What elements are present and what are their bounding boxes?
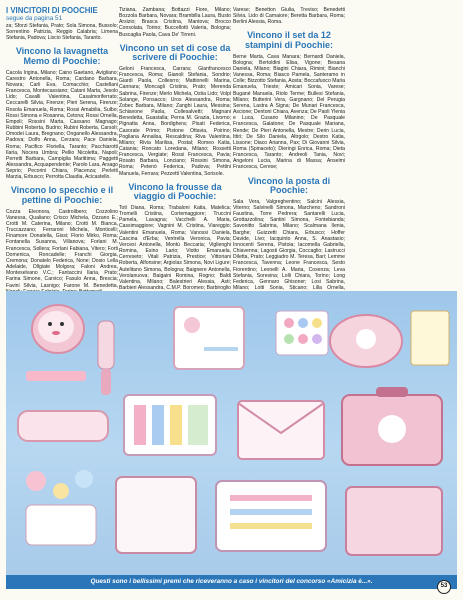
winners-list: Geloni Francesca, Carrara; Gianfrancesco Francesca, Roma; Gianoli Stefania, Sondrio; Giardi Paola, Collesrro; Mattionelli Marina, Cannara; Moncagli Cristina, Prato; Merenda Sabrina, Firenze; Merlo Michela, Ostia Lido; Volpi Solange, Ponsacco; Uros Alessandra, Roma; Zobec Barbara, Milano; Zanghi Laura, Messina; Schiavone Paola, Collesalvetti; Magnani Benedetta, Guastalla; Perna M. Grazia, Livorno; Pignatta Anna, Bordighera; Pisati Federica, Casorate Primo; Pistone Ottavia, Poirino; Pogliana Annalisa, Rescaldina; Riva Valentina, Milano; Rivia Marilisa, Postal; Romeo Katia, Catania; Roncato Loredana, Milano; Rossetti Francesca, Vergiate; Rossi Francesca, Pavia; Rosato Barbara, Lonciano; Rossini Simona, Roma; Petenò Federica, Padova; Pettini Manuela, Ferrara; Pezzetti Valentina, Sorisole. bbox=[119, 65, 231, 177]
prizes-illustration bbox=[6, 291, 457, 575]
winners-list: Toti Diana, Roma; Trabaloni Katia, Matelica; Tromelli Cristina, Cortemaggiore; Truccini Pamela, Lavagna; Vacchelli A. Maria, Cassimaggiore; Vagnini M. Cristina, Viareggio; Valentini Emanuela, Roma; Vanossi Daniela, Cascina d'Erba; Ventrella Veronica, Pavia; Vercesi Antonella, Montù Beccaria; Viglienghi Romina, Esino Lario; Viotto Emanuela, Cerreseto; Vitali Patrizia, Prestice; Vittoriani Roberta, Alfonsine; Argiolas Simona, Novi Ligure; Autelitano Simona, Bologna; Baignere Antonella, Verolanuova; Baigaini Romina, Rogno; Baldi Valentina, Milano; Balestrieri Alessia, Asti; Barbieri Alessandra, C.M.P. Boromeo; Barbiroglio bbox=[119, 204, 231, 291]
hairbrush-item bbox=[98, 321, 114, 395]
notebook-item bbox=[411, 311, 449, 365]
winners-list: za; Sforzi Stefania, Prato; Sola Simona, Bussolo; Sorrentino Patrizia, Reggio Calabria; Limena Stefania, Padova; Liscio Stefania, Taranto. bbox=[6, 23, 118, 42]
comb-item bbox=[26, 371, 86, 381]
section-heading: Vincono la frousse da viaggio di Poochie: bbox=[128, 181, 222, 202]
toiletry-bag-item bbox=[330, 315, 402, 367]
pencil-case-item bbox=[18, 411, 108, 441]
page-title: I VINCITORI DI POOCHIE bbox=[6, 6, 98, 15]
travel-case-item bbox=[342, 387, 442, 465]
winners-list: Cozza Eleonora, Castrolibero; Cozzolino Vanessa, Qualiano; Crisco Michela, Ozzano E.; Crotti M. Caterina, Milano; Crotti M. Bianca, Truccazzano; Ferraroni Michela, Monticelli; Finamore Donatella, Gissi; Florio Mirko, Roma; Fontanella Susanna, Villanova; Forlani M. Francesca, Sollera; Forlani Fabiana, Vitero; Forti Domenica, Roncadelle; Franchi Giorgia, Cremona; Donatelo Federica, None; Dosio Lella Adelaide, Ollgiate Molgora; Faloni Andrea, Monteselvano V.C.; Fantaccini Ilaria, Prato; Farina Simone, Carvico; Fasulo Anna, Brescia; Favini Silvia, Lasnigo; Farone M. Benedetta, bbox=[6, 208, 118, 289]
section-heading: Vincono lo specchio e il pettine di Poochie: bbox=[10, 185, 114, 206]
winners-list: Sala Vera, Valgreghentino; Salcini Alessia, Viterno; Salvinelli Simona, Marcheno; Sandroni Faustina, Torre Pedrera; Santarelli Lucia, Grottazzolina; Santini Simona, Fontebianda; Savonitto Sabrina, Milano; Scalmana Ilenia, Barghe; Guizzetti Chiara, Erbusco; Hoffer Davide, Livo; Iacquinto Anna, S. Anastasio; Innocenti Serena, Pistoia; Iacomella Gabriella, Chiavenna; Lagosti Giorgia, Coccaglio; Lastrucci Diletta, Prato; Leggiadro M. Teresa, Bari; Lemme Francesca, Tavenna; Leone Francesca, Sesto Fiorentino; Leonelli A. Maria, Cosenza; Leva Stefania, Soresina; Lolli Chiara, Torino; Long Federica, Gennaro Ghisoner; Losi Sabrina, Milano; Lotti Sonia, Sticano; Lilla Ornella, bbox=[233, 198, 345, 291]
stationery-set-item bbox=[124, 395, 216, 455]
prizes-photo bbox=[6, 291, 457, 575]
section-heading: Vincono la lavagnetta Memo di Poochie: bbox=[15, 46, 109, 67]
photo-caption: Questi sono i bellissimi premi che riceveranno a caso i vincitori del concorso «Amicizia è...». bbox=[6, 575, 457, 589]
continuation-note: segue da pagina 51 bbox=[6, 15, 63, 22]
section-heading: Vincono la posta di Poochie: bbox=[247, 175, 331, 196]
stamp-set-item bbox=[276, 311, 328, 355]
section-heading: Vincono un set di cose da scrivere di Poochie: bbox=[119, 42, 231, 63]
letter-set-item bbox=[238, 401, 324, 459]
memo-board-item bbox=[174, 307, 244, 369]
column-2 bbox=[119, 7, 231, 290]
winners-list: Berne Marta, Cava Manara; Bernardi Daniela, Bologna; Bertoldini Elisa, Vigone; Besana Daniela, Milano; Biagini Chiara, Rimini; Bianchi Vanessa, Roma; Biasco Pamela, Santeramo in Colle; Bizzotto Stefania, Aosta; Boccafuoco Maria Emanuela, Trieste; Amicari Sonia, Varese; Bugané Manuela, Riolo Terme; Bullesi Stefania, Milano; Butterini Vera, Gargnano; Del Perugia Serena, Lastra A Signa; De Munari Francesca, Ascione; Dentoni Chiara, Avenza; De Paoli Ylenia e Luca, Cusano Milanino; De Pasquale Francesca, Galatone; De Pasquale Mariana, Rende; De Pieri Antonella, Mestre; Derin Lucia, Ittiri; De Silo Daniela, Altrgolo; Destro Katia, Lissone; Diaco Arianna, Pax; Di Giovanni Silvia, Roma (Spinaceto); Dieringi Enrica, Roma; Dieta Francesca, Taranto; Andreoli Tania, Novi; Angeloni Lucia, Marina di Massa; Anselmi Francesca, Cerese; bbox=[233, 53, 345, 171]
column-3 bbox=[233, 7, 345, 290]
page-number: 53 bbox=[437, 580, 451, 594]
column-1 bbox=[6, 7, 118, 290]
section-heading: Vincono il set da 12 stampini di Poochie: bbox=[244, 30, 333, 51]
small-accessories bbox=[26, 470, 442, 555]
mirror-item bbox=[32, 305, 84, 353]
winners-list: Tiziana, Zambana; Bottazzi Fiore, Milano; Bozzola Barbara, Novara; Brambilla Laura, Busto Arsizio; Brasca Cristina, Mantova; Brocco Consolata, Torino; Buccellotti Valeria, Bologna; Buscaglia Paola, Cava De' Tirreni. bbox=[119, 7, 231, 38]
winners-list: Cacola Irigina, Milano; Caino Gaetano, Avigliano; Carestro Antonella, Roma; Cardano Barbara, Novara; Carli Eva, Comacchio; Castellani Francesca, Montecassiano; Catani Marta, Jesolo Lido; Cavalli Valentina, Casalmoriferrato; Ceccarelli Silvia, Firenze; Pieri Serena, Firenze; Rosola Emanuela, Roma; Rossi Amabilia, Sulbo; Rossi Simona e Rosanna, Cetona; Rossi Ornella, Empoli; Rossini Marta, Cassano Magnago; Rubbini Roberta, Budrio; Rubini Roberta, Carsoli; Omodei Laura, Bregnano; Onganello Alessandra, Padova; Dolfo Anna, Cerzara; Pace Daniela, Roma; Pacifico Floriella, Taranto; Pacchiarotti Ilaria, Nocera Umbra; Pellio Nicoletta, Napoli; Perretti Barbara, Campiglia Marittima; Paggetti Alessandra, Acquapendente; Parolo Lara, Arsago Seprio; Pecorini Chiara, Piacenza; Perletti Marzia, Erbusco; Perrotta Claudia, Acicastello. bbox=[6, 69, 118, 181]
winners-list: Varese; Benetton Giulia, Treviso; Benedetti Silvia, Lido di Camaiore; Beretta Barbara, Roma; Berlini Alessia, Roma. bbox=[233, 7, 345, 26]
